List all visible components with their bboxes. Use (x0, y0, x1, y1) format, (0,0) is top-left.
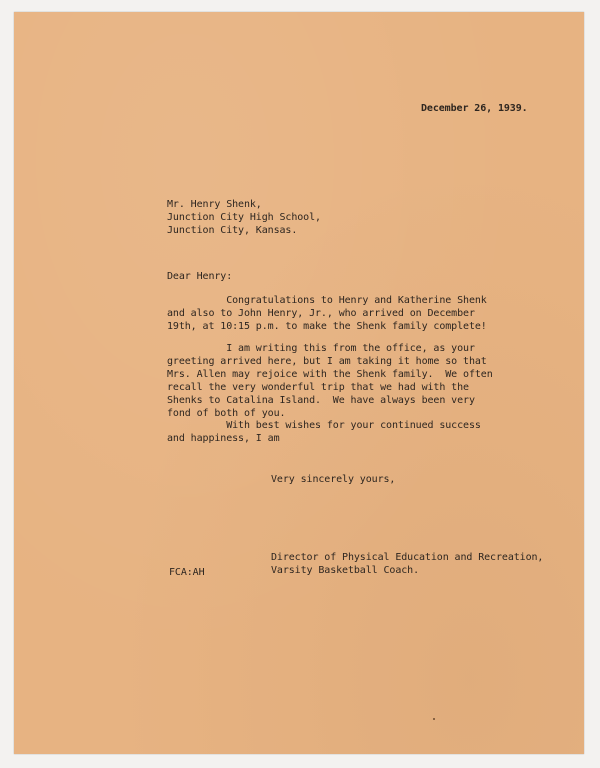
paragraph-line: Shenks to Catalina Island. We have always been very (167, 395, 475, 406)
salutation: Dear Henry: (167, 271, 233, 282)
paragraph-1 (167, 294, 487, 333)
paragraph-line: Congratulations to Henry and Katherine Shenk (167, 295, 487, 306)
recipient-city: Junction City, Kansas. (167, 225, 298, 236)
paragraph-line: recall the very wonderful trip that we had with the (167, 382, 469, 393)
paragraph-line: greeting arrived here, but I am taking it home so that (167, 356, 487, 367)
paragraph-line: 19th, at 10:15 p.m. to make the Shenk family complete! (167, 321, 487, 332)
paper-speck (433, 718, 435, 720)
paragraph-line: I am writing this from the office, as your (167, 343, 475, 354)
paragraph-line: fond of both of you. (167, 408, 286, 419)
paragraph-line: Mrs. Allen may rejoice with the Shenk family. We often (167, 369, 493, 380)
recipient-school: Junction City High School, (167, 212, 321, 223)
letter-date: December 26, 1939. (421, 103, 528, 114)
paragraph-line: and also to John Henry, Jr., who arrived on December (167, 308, 475, 319)
recipient-name: Mr. Henry Shenk, (167, 199, 262, 210)
recipient-address (167, 198, 321, 237)
paragraph-line: and happiness, I am (167, 433, 280, 444)
reference-initials: FCA:AH (169, 567, 205, 578)
paragraph-line: With best wishes for your continued success (167, 420, 481, 431)
letter-page (14, 12, 584, 754)
signature-block (271, 551, 543, 577)
paragraph-3 (167, 419, 481, 445)
signature-title-1: Director of Physical Education and Recreation, (271, 552, 544, 563)
signature-title-2: Varsity Basketball Coach. (271, 565, 420, 576)
paragraph-2 (167, 342, 493, 420)
complimentary-close: Very sincerely yours, (271, 474, 396, 485)
